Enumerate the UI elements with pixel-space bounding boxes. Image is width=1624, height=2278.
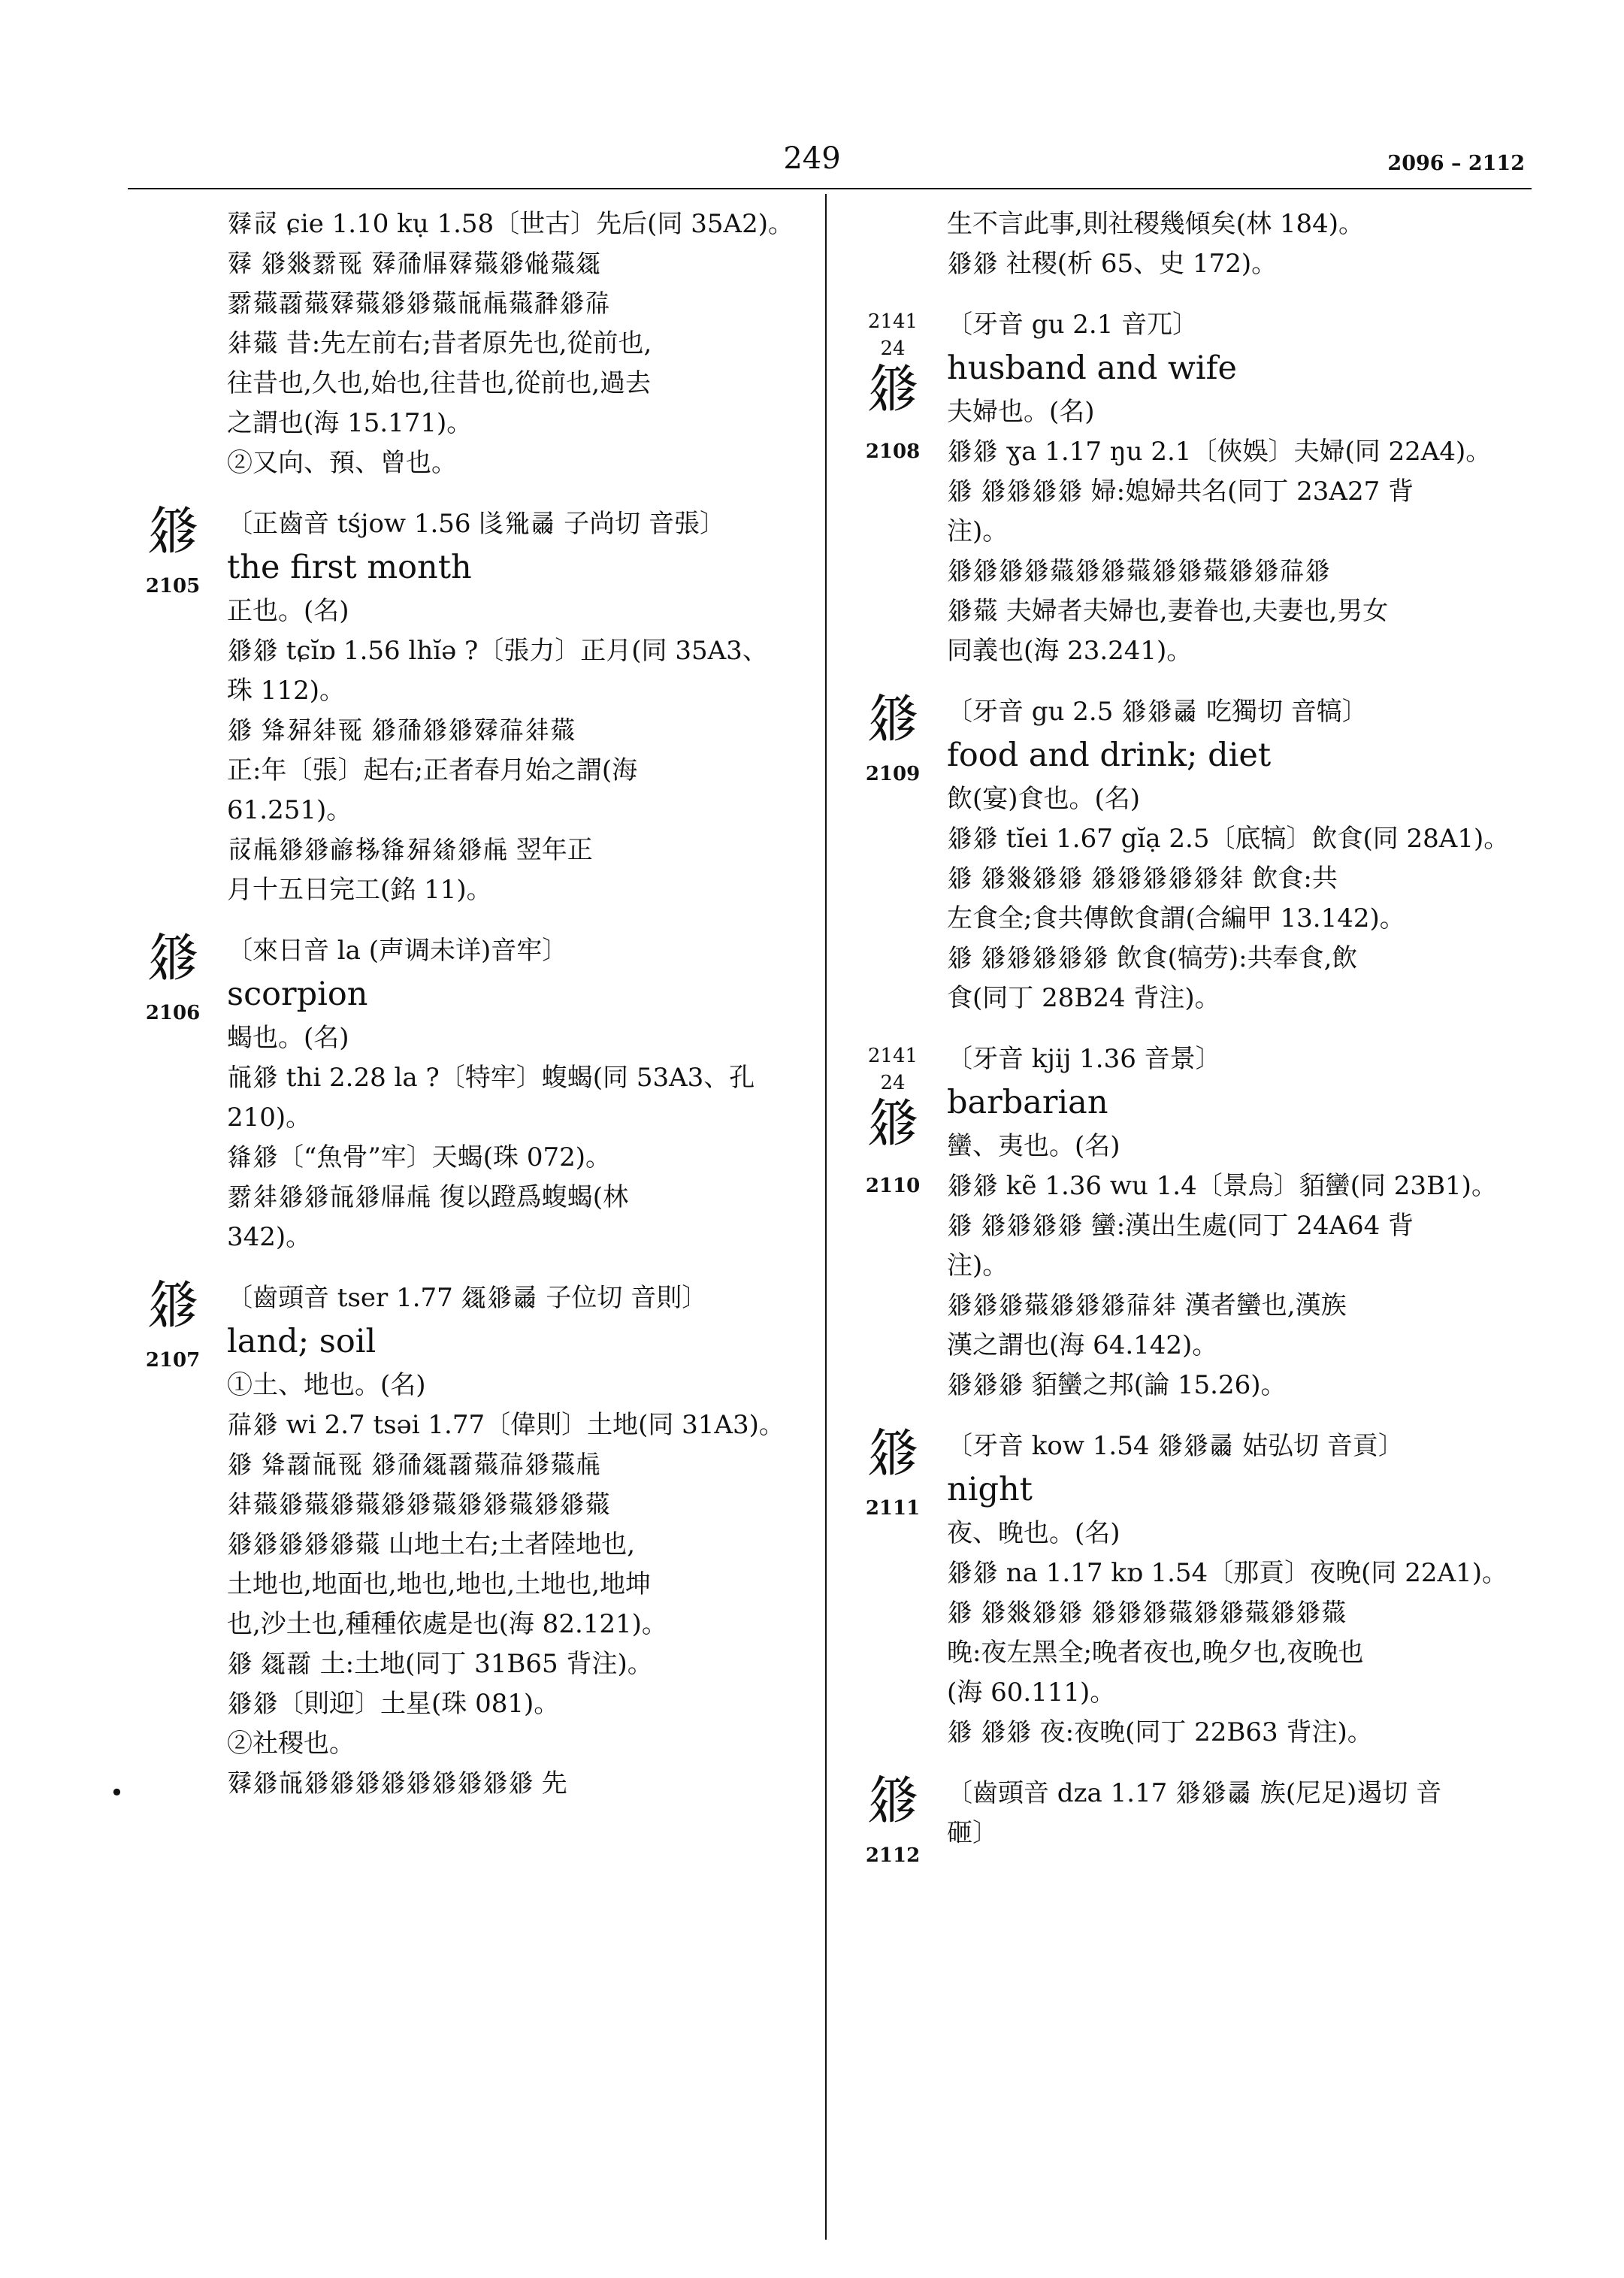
column-divider [825, 194, 827, 2240]
text-line: 𗤁𗤁 kẽ 1.36 wu 1.4〔景烏〕貊蠻(同 23B1)。 [947, 1170, 1497, 1201]
text-line: 飲(宴)食也。(名) [947, 783, 1141, 814]
text-line: 𗭍𗤁 thi 2.28 la ?〔特牢〕蝮蝎(同 53A3、孔 [227, 1063, 755, 1094]
dictionary-entry [855, 1769, 1532, 1868]
text-line: ②又向、預、曾也。 [227, 448, 457, 479]
dictionary-entry [855, 1039, 1532, 1405]
text-line: 之謂也(海 15.171)。 [227, 408, 473, 439]
text-line: 𗤁𗤁 na 1.17 kɒ 1.54〔那貢〕夜晚(同 22A1)。 [947, 1557, 1508, 1588]
text-line: 𗸯 𗤁𗾟𗴿𗀔 𗸯𗗙𗅁𗸯𗜓𗤁𗃡𗜓𗧯 [227, 249, 601, 280]
text-line: 210)。 [227, 1103, 312, 1133]
dictionary-entry [855, 688, 1532, 1018]
text-line-content: 𗸯𗤁𗭍𗤁𗤁𗤁𗤁𗤁𗤁𗤁𗤁𗤁 先 [227, 1768, 567, 1799]
entry-number: 2112 [865, 1844, 921, 1868]
text-line: 𗤁𗤁 社稷(析 65、史 172)。 [947, 249, 1278, 280]
text-line: 𗴿𗜓𗵆𗜓𗸯𗜓𗤁𗤁𗜓𗭍𗍫𗜓𗴂𗤁𗗚 [227, 289, 610, 319]
header-rule [128, 188, 1532, 189]
text-line: 注)。 [947, 1250, 1009, 1281]
text-line: 𗤁 𗤁𗾟𗤁𗤁 𗤁𗤁𗤁𗜓𗤁𗤁𗜓𗤁𗤁𗜓 [947, 1597, 1347, 1628]
entry-number: 2111 [865, 1497, 921, 1520]
dictionary-entry [110, 1274, 812, 1808]
text-line: (海 60.111)。 [947, 1677, 1116, 1708]
code-number-top: 2141 [867, 310, 918, 334]
text-line: 𗸯𗙮 ɕie 1.10 kụ 1.58〔世古〕先后(同 35A2)。 [227, 209, 794, 239]
text-line: 𗤁𗜓 夫婦者夫婦也,妻眷也,夫妻也,男女 [947, 596, 1389, 627]
english-gloss: night [947, 1471, 1033, 1509]
phonetic-line: 〔齒頭音 dza 1.17 𗤁𗤁𗰭 族(尼足)遏切 音 [947, 1778, 1442, 1809]
text-line: 夜、晚也。(名) [947, 1517, 1120, 1548]
text-line: 61.251)。 [227, 795, 352, 826]
headword-glyph: 𗤁 [866, 1092, 919, 1154]
text-line: 𗤁 𗊲𗉘𗢳𗀔 𗤁𗗙𗤁𗤁𗸯𗗚𗢳𗜓 [227, 715, 576, 746]
english-gloss: scorpion [227, 976, 368, 1014]
headword-glyph: 𗤁 [147, 500, 199, 562]
text-line: 𗢳𗜓𗤁𗜓𗤁𗜓𗤁𗤁𗜓𗤁𗤁𗜓𗤁𗤁𗜓 [227, 1490, 610, 1520]
english-gloss: food and drink; diet [947, 737, 1272, 775]
english-gloss: husband and wife [947, 349, 1237, 388]
text-line: 𗤁𗤁 tĭei 1.67 gĭạ 2.5〔底犒〕飲食(同 28A1)。 [947, 823, 1510, 854]
text-line: 珠 112)。 [227, 676, 345, 706]
text-line: 往昔也,久也,始也,往昔也,從前也,過去 [227, 368, 652, 399]
text-line: 晚:夜左黑全;晚者夜也,晚夕也,夜晚也 [947, 1637, 1364, 1668]
phonetic-line: 〔來日音 la (声调未详)音牢〕 [227, 936, 568, 967]
dictionary-entry [855, 1422, 1532, 1753]
text-line: 𗤁𗤁𗤁 貊蠻之邦(論 15.26)。 [947, 1370, 1287, 1401]
text-line: 𗤁 𗊲𗵆𗭍𗀔 𗤁𗗙𗧯𗵆𗜓𗗚𗤁𗜓𗍫 [227, 1450, 601, 1481]
text-line: 𗤁 𗤁𗤁 夜:夜晚(同丁 22B63 背注)。 [947, 1717, 1373, 1748]
text-line: 蝎也。(名) [227, 1023, 349, 1054]
headword-glyph: 𗤁 [866, 688, 919, 750]
text-line: 食(同丁 28B24 背注)。 [947, 983, 1220, 1014]
text-line: 𗙮𗍫𗤁𗤁𗑗𗈪𗌭𗉘𗦳𗤁𗍫 翌年正 [227, 835, 593, 866]
text-line: 𗤁𗤁𗤁𗜓𗤁𗤁𗤁𗗚𗢳 漢者蠻也,漢族 [947, 1290, 1347, 1321]
page-range: 2096 – 2112 [1387, 152, 1525, 175]
text-line: 砸〕 [947, 1818, 998, 1849]
headword-glyph: 𗤁 [866, 1769, 919, 1832]
text-line: 生不言此事,則社稷幾傾矣(林 184)。 [947, 209, 1365, 239]
code-number-top: 2141 [867, 1045, 918, 1068]
text-line: 𗤁 𗤁𗤁𗤁𗤁𗤁 飲食(犒劳):共奉食,飲 [947, 943, 1358, 973]
text-line: 土地也,地面也,地也,地也,土地也,地坤 [227, 1569, 652, 1600]
entry-number: 2106 [145, 1002, 201, 1025]
headword-glyph: 𗤁 [866, 1422, 919, 1484]
text-line: 𗴿𗢳𗤁𗤁𗭍𗤁𗅁𗍫 復以蹬爲蝮蝎(林 [227, 1182, 629, 1213]
text-line: 𗤁 𗤁𗤁𗤁𗤁 婦:媳婦共名(同丁 23A27 背 [947, 476, 1414, 507]
text-line: 𗌭𗤁〔“魚骨”牢〕天蝎(珠 072)。 [227, 1142, 611, 1173]
text-line: ②社稷也。 [227, 1729, 355, 1759]
text-line: 𗤁 𗧯𗵆 土:土地(同丁 31B65 背注)。 [227, 1649, 653, 1680]
page-number: 249 [783, 141, 841, 176]
english-gloss: the first month [227, 549, 472, 587]
text-line: 𗗚𗤁 wi 2.7 tsəi 1.77〔偉則〕土地(同 31A3)。 [227, 1410, 785, 1441]
phonetic-line: 〔牙音 kjij 1.36 音景〕 [947, 1044, 1221, 1075]
bullet-dot-icon: • [110, 1778, 124, 1808]
text-line: 𗤁𗤁 tɕĭɒ 1.56 lhĭə ?〔張力〕正月(同 35A3、 [227, 636, 768, 667]
headword-glyph: 𗤁 [866, 358, 919, 420]
text-line: 342)。 [227, 1222, 312, 1253]
english-gloss: barbarian [947, 1084, 1108, 1122]
text-line: 注)。 [947, 516, 1009, 546]
phonetic-line: 〔牙音 kow 1.54 𗤁𗤁𗰭 姑弘切 音貢〕 [947, 1431, 1404, 1462]
text-line: 漢之謂也(海 64.142)。 [947, 1330, 1218, 1361]
entry-number: 2110 [865, 1175, 921, 1198]
headword-glyph: 𗤁 [147, 927, 199, 989]
entry-number: 2109 [865, 763, 921, 786]
continuation-block [855, 204, 1532, 284]
text-line: 𗤁𗤁 ɣa 1.17 ŋu 2.1〔俠娛〕夫婦(同 22A4)。 [947, 436, 1492, 467]
phonetic-line: 〔齒頭音 tser 1.77 𗧯𗤁𗰭 子位切 音則〕 [227, 1283, 708, 1314]
entry-number: 2108 [865, 440, 921, 464]
text-line: 左食全;食共傳飲食謂(合編甲 13.142)。 [947, 903, 1405, 933]
left-column [110, 204, 812, 1808]
right-column [855, 204, 1532, 1868]
entry-number: 2105 [145, 575, 201, 598]
text-line: ①土、地也。(名) [227, 1370, 426, 1401]
continuation-block [135, 204, 812, 483]
code-number-bottom: 24 [880, 337, 906, 361]
dictionary-entry [135, 500, 812, 910]
text-line: 正:年〔張〕起右;正者春月始之謂(海 [227, 755, 638, 786]
text-line: 𗤁 𗤁𗤁𗤁𗤁 蠻:漢出生處(同丁 24A64 背 [947, 1210, 1414, 1241]
text-line: 正也。(名) [227, 596, 349, 627]
text-line: 夫婦也。(名) [947, 396, 1095, 427]
text-line: 也,沙土也,種種依處是也(海 82.121)。 [227, 1609, 667, 1640]
text-line: 𗢳𗜓 昔:先左前右;昔者原先也,從前也, [227, 328, 652, 359]
text-line: 𗤁𗤁𗤁𗤁𗤁𗜓 山地土右;土者陸地也, [227, 1529, 636, 1560]
text-line: 同義也(海 23.241)。 [947, 636, 1193, 667]
text-line: 𗤁𗤁𗤁𗤁𗜓𗤁𗤁𗜓𗤁𗤁𗜓𗤁𗤁𗗚𗤁 [947, 555, 1330, 586]
code-number-bottom: 24 [880, 1072, 906, 1095]
dictionary-entry [855, 305, 1532, 671]
text-line [110, 1764, 812, 1808]
entry-number: 2107 [145, 1349, 201, 1372]
dictionary-entry [135, 927, 812, 1257]
headword-glyph: 𗤁 [147, 1274, 199, 1336]
text-line: 𗤁𗤁〔則迎〕土星(珠 081)。 [227, 1689, 560, 1720]
text-line: 蠻、夷也。(名) [947, 1130, 1120, 1161]
phonetic-line: 〔牙音 gu 2.5 𗤁𗤁𗰭 吃獨切 音犒〕 [947, 697, 1368, 728]
text-line: 𗤁 𗤁𗾟𗤁𗤁 𗤁𗤁𗤁𗤁𗤁𗢳 飲食:共 [947, 863, 1338, 894]
phonetic-line: 〔正齒音 tśjow 1.56 𗁅𗊴𗰭 子尚切 音張〕 [227, 509, 725, 540]
phonetic-line: 〔牙音 gu 2.1 音兀〕 [947, 310, 1199, 340]
english-gloss: land; soil [227, 1323, 377, 1361]
text-line: 月十五日完工(銘 11)。 [227, 875, 492, 906]
